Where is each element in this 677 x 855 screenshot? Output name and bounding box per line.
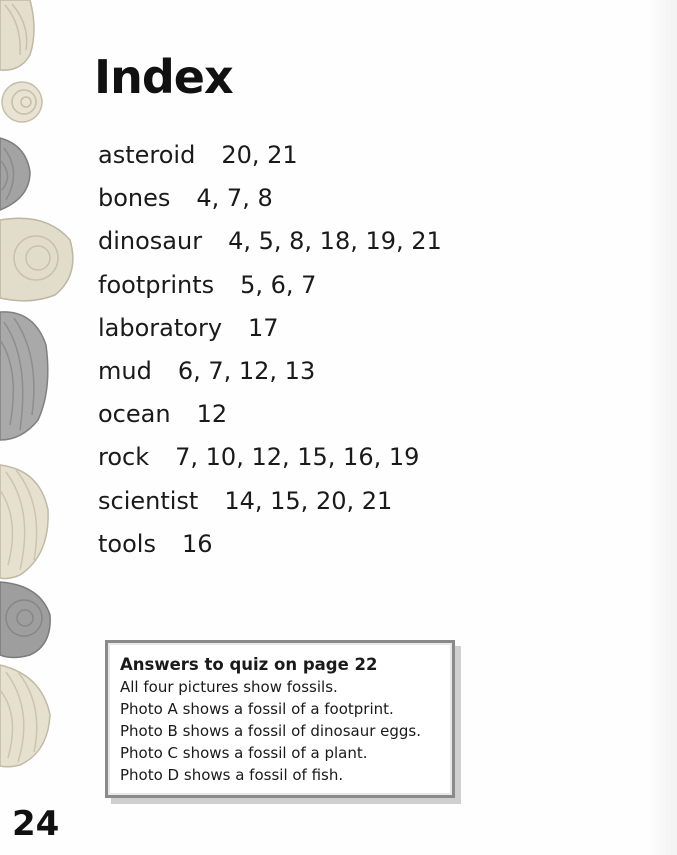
ammonite-fossil-icon xyxy=(0,582,50,658)
index-pages: 17 xyxy=(248,313,279,342)
index-pages: 4, 7, 8 xyxy=(196,184,273,213)
shell-fossil-icon xyxy=(0,665,50,767)
index-pages: 14, 15, 20, 21 xyxy=(224,486,393,515)
ammonite-fossil-icon xyxy=(0,218,73,301)
quiz-answer-line: Photo C shows a fossil of a plant. xyxy=(120,744,368,762)
index-pages: 16 xyxy=(181,529,213,558)
index-list xyxy=(98,134,442,566)
page-edge-shadow xyxy=(647,0,677,855)
index-pages: 6, 7, 12, 13 xyxy=(177,356,316,385)
shell-fossil-icon xyxy=(0,0,34,70)
index-term: laboratory xyxy=(98,313,223,342)
page-title: Index xyxy=(94,50,233,104)
index-entry xyxy=(98,307,442,350)
index-entry xyxy=(98,436,442,479)
quiz-answer-line: All four pictures show fossils. xyxy=(120,678,338,696)
index-entry xyxy=(98,177,442,220)
index-pages: 20, 21 xyxy=(221,141,298,169)
index-term: mud xyxy=(98,356,152,385)
index-term: tools xyxy=(98,529,156,558)
page-number: 24 xyxy=(12,804,60,844)
quiz-answer-line: Photo D shows a fossil of fish. xyxy=(120,766,344,784)
index-term: footprints xyxy=(98,270,215,299)
index-term: ocean xyxy=(98,400,171,429)
quiz-answer-line: Photo B shows a fossil of dinosaur eggs. xyxy=(120,722,422,740)
index-pages: 4, 5, 8, 18, 19, 21 xyxy=(228,227,442,256)
quiz-answer-line: Photo A shows a fossil of a footprint. xyxy=(120,700,394,718)
index-entry xyxy=(98,350,442,393)
index-entry xyxy=(98,480,442,523)
index-pages: 7, 10, 12, 15, 16, 19 xyxy=(175,443,420,472)
shell-fossil-icon xyxy=(0,138,30,210)
shell-fossil-icon xyxy=(0,465,48,579)
index-pages: 5, 6, 7 xyxy=(240,270,317,299)
index-term: scientist xyxy=(98,486,199,515)
index-entry xyxy=(98,220,442,263)
index-term: asteroid xyxy=(98,141,196,169)
quiz-answers-heading: Answers to quiz on page 22 xyxy=(120,655,378,674)
index-pages: 12 xyxy=(196,400,228,429)
index-entry xyxy=(98,264,442,307)
shell-fossil-icon xyxy=(0,312,48,440)
index-term: dinosaur xyxy=(98,227,203,256)
index-entry xyxy=(98,393,442,436)
fossil-border xyxy=(0,0,80,855)
index-entry xyxy=(98,134,442,177)
index-entry xyxy=(98,523,442,566)
index-term: rock xyxy=(98,443,150,472)
quiz-answers-box xyxy=(105,640,455,798)
ammonite-fossil-icon xyxy=(2,82,42,122)
index-term: bones xyxy=(98,184,171,213)
